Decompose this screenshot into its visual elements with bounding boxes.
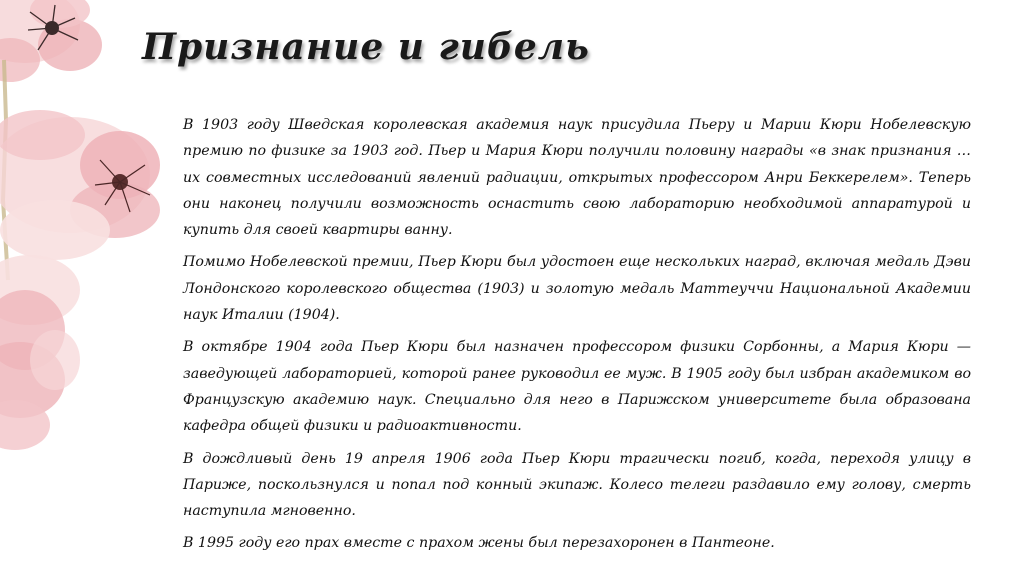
top-flower	[0, 0, 102, 82]
watercolor-flowers-icon	[0, 0, 170, 574]
paragraph-5: В 1995 году его прах вместе с прахом жены был перезахоронен в Пантеоне.	[183, 535, 775, 552]
paragraph-1: В 1903 году Шведская королевская академия наук присудила Пьеру и Марии Кюри Нобелевскую премию по физике за 1903 год. Пьер и Мария Кюри получили половину награды «в знак признания … их совместных исследований явлений радиации, открытых профессором Анри Беккерелем». Теперь они наконец получили возможность оснастить свою лабораторию необходимой аппаратурой и купить для своей квартиры ванну.	[183, 117, 971, 239]
page-title: Признание и гибель	[142, 26, 590, 68]
slide-body	[183, 112, 971, 563]
lower-flower	[0, 255, 80, 450]
paragraph-4: В дождливый день 19 апреля 1906 года Пьер Кюри трагически погиб, когда, переходя улицу в Париже, поскользнулся и попал под конный экипаж. Колесо телеги раздавило ему голову, смерть наступила мгновенно.	[183, 450, 971, 520]
middle-flower	[0, 110, 160, 260]
paragraph-2: Помимо Нобелевской премии, Пьер Кюри был удостоен еще нескольких наград, включая медаль Дэви Лондонского королевского общества (1903) и золотую медаль Маттеуччи Национальной Академии наук Италии (1904).	[183, 254, 971, 324]
paragraph-3: В октябре 1904 года Пьер Кюри был назначен профессором физики Сорбонны, а Мария Кюри — заведующей лабораторией, которой ранее руководил ее муж. В 1905 году был избран академиком во Французскую академию наук. Специально для него в Парижском университете была образована кафедра общей физики и радиоактивности.	[183, 339, 971, 435]
